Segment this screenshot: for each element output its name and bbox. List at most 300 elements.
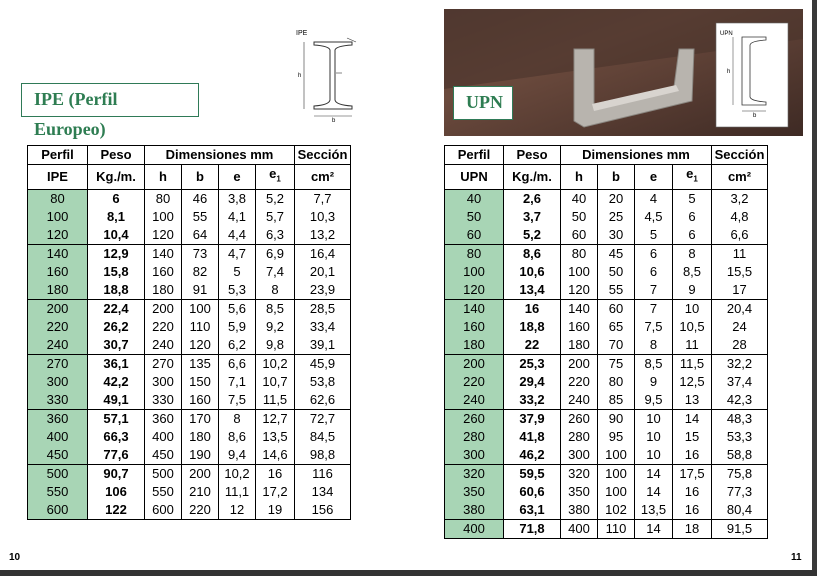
table-row — [445, 244, 768, 263]
page-edge — [812, 0, 817, 576]
cell-e: 10 — [635, 428, 673, 446]
table-row — [445, 299, 768, 318]
cell-e1: 13,5 — [256, 428, 295, 446]
cell-seccion: 6,6 — [712, 226, 768, 245]
cell-e1: 9,2 — [256, 318, 295, 336]
cell-h: 80 — [561, 244, 598, 263]
cell-peso: 15,8 — [88, 263, 145, 281]
table-row — [28, 336, 351, 355]
header-perfil: Perfil — [445, 146, 504, 165]
cell-seccion: 80,4 — [712, 501, 768, 520]
table-row — [28, 318, 351, 336]
cell-b: 55 — [182, 208, 219, 226]
table-row — [28, 428, 351, 446]
cell-perfil: 100 — [445, 263, 504, 281]
cell-seccion: 20,1 — [295, 263, 351, 281]
cell-seccion: 98,8 — [295, 446, 351, 465]
cell-perfil: 200 — [28, 299, 88, 318]
cell-e1: 17,2 — [256, 483, 295, 501]
table-row — [28, 354, 351, 373]
cell-h: 180 — [561, 336, 598, 355]
cell-h: 380 — [561, 501, 598, 520]
cell-b: 95 — [598, 428, 635, 446]
cell-perfil: 140 — [28, 244, 88, 263]
cell-e: 5,9 — [219, 318, 256, 336]
cell-peso: 22 — [504, 336, 561, 355]
cell-h: 100 — [561, 263, 598, 281]
cell-b: 110 — [598, 519, 635, 538]
cell-b: 170 — [182, 409, 219, 428]
cell-peso: 106 — [88, 483, 145, 501]
upn-diagram-label: UPN — [720, 31, 733, 37]
table-row — [445, 501, 768, 520]
table-row — [445, 226, 768, 245]
cell-e1: 16 — [673, 483, 712, 501]
cell-e1: 8 — [256, 281, 295, 300]
table-row — [445, 483, 768, 501]
cell-b: 91 — [182, 281, 219, 300]
cell-e1: 12,5 — [673, 373, 712, 391]
cell-e: 5 — [635, 226, 673, 245]
table-row — [445, 464, 768, 483]
cell-b: 160 — [182, 391, 219, 410]
cell-perfil: 140 — [445, 299, 504, 318]
cell-peso: 10,4 — [88, 226, 145, 245]
cell-peso: 60,6 — [504, 483, 561, 501]
cell-e1: 6,3 — [256, 226, 295, 245]
table-row — [445, 446, 768, 465]
cell-seccion: 134 — [295, 483, 351, 501]
cell-perfil: 330 — [28, 391, 88, 410]
cell-seccion: 37,4 — [712, 373, 768, 391]
cell-peso: 36,1 — [88, 354, 145, 373]
cell-perfil: 300 — [445, 446, 504, 465]
header-b: b — [598, 165, 635, 190]
cell-e: 6,2 — [219, 336, 256, 355]
cell-e: 6 — [635, 263, 673, 281]
header-peso-sub: Kg./m. — [504, 165, 561, 190]
cell-peso: 26,2 — [88, 318, 145, 336]
cell-e1: 16 — [256, 464, 295, 483]
cell-peso: 8,6 — [504, 244, 561, 263]
cell-e1: 16 — [673, 501, 712, 520]
cell-e: 5,3 — [219, 281, 256, 300]
cell-e: 10,2 — [219, 464, 256, 483]
header-perfil: Perfil — [28, 146, 88, 165]
cell-perfil: 180 — [445, 336, 504, 355]
table-row — [28, 281, 351, 300]
cell-h: 80 — [145, 189, 182, 208]
upn-title: UPN — [453, 86, 513, 120]
cell-seccion: 16,4 — [295, 244, 351, 263]
cell-e1: 6,9 — [256, 244, 295, 263]
cell-e: 7 — [635, 299, 673, 318]
cell-perfil: 240 — [445, 391, 504, 410]
header-seccion: Sección — [712, 146, 768, 165]
cell-b: 110 — [182, 318, 219, 336]
cell-e1: 16 — [673, 446, 712, 465]
cell-e1: 19 — [256, 501, 295, 520]
cell-peso: 46,2 — [504, 446, 561, 465]
cell-e: 7 — [635, 281, 673, 300]
cell-h: 450 — [145, 446, 182, 465]
cell-seccion: 48,3 — [712, 409, 768, 428]
cell-peso: 5,2 — [504, 226, 561, 245]
cell-b: 55 — [598, 281, 635, 300]
cell-h: 330 — [145, 391, 182, 410]
cell-peso: 3,7 — [504, 208, 561, 226]
header-peso-sub: Kg./m. — [88, 165, 145, 190]
cell-seccion: 72,7 — [295, 409, 351, 428]
table-row — [445, 373, 768, 391]
cell-seccion: 53,3 — [712, 428, 768, 446]
cell-seccion: 77,3 — [712, 483, 768, 501]
cell-h: 200 — [561, 354, 598, 373]
cell-e1: 10,5 — [673, 318, 712, 336]
page-number-left: 10 — [9, 552, 21, 563]
cell-h: 180 — [145, 281, 182, 300]
cell-e: 9 — [635, 373, 673, 391]
cell-b: 30 — [598, 226, 635, 245]
cell-e1: 11,5 — [673, 354, 712, 373]
cell-h: 320 — [561, 464, 598, 483]
table-row — [445, 354, 768, 373]
cell-e1: 11,5 — [256, 391, 295, 410]
cell-b: 210 — [182, 483, 219, 501]
cell-b: 135 — [182, 354, 219, 373]
cell-h: 400 — [145, 428, 182, 446]
cell-h: 260 — [561, 409, 598, 428]
cell-e1: 11 — [673, 336, 712, 355]
cell-e: 4 — [635, 189, 673, 208]
cell-perfil: 260 — [445, 409, 504, 428]
cell-perfil: 300 — [28, 373, 88, 391]
ipe-title: IPE (Perfil Europeo) — [21, 83, 199, 117]
cell-e1: 12,7 — [256, 409, 295, 428]
cell-e1: 10 — [673, 299, 712, 318]
cell-h: 240 — [145, 336, 182, 355]
cell-b: 200 — [182, 464, 219, 483]
table-row — [445, 208, 768, 226]
cell-peso: 18,8 — [504, 318, 561, 336]
table-row — [28, 409, 351, 428]
cell-b: 102 — [598, 501, 635, 520]
cell-perfil: 120 — [445, 281, 504, 300]
cell-perfil: 120 — [28, 226, 88, 245]
cell-e: 4,1 — [219, 208, 256, 226]
cell-seccion: 91,5 — [712, 519, 768, 538]
cell-b: 65 — [598, 318, 635, 336]
cell-seccion: 11 — [712, 244, 768, 263]
cell-h: 360 — [145, 409, 182, 428]
cell-e: 9,4 — [219, 446, 256, 465]
cell-e1: 17,5 — [673, 464, 712, 483]
page-number-right: 11 — [791, 552, 802, 563]
cell-peso: 16 — [504, 299, 561, 318]
cell-b: 220 — [182, 501, 219, 520]
cell-e1: 8 — [673, 244, 712, 263]
cell-e: 10 — [635, 409, 673, 428]
cell-perfil: 220 — [28, 318, 88, 336]
table-row — [445, 189, 768, 208]
cell-e: 8 — [635, 336, 673, 355]
cell-e: 8 — [219, 409, 256, 428]
cell-e1: 14 — [673, 409, 712, 428]
cell-h: 350 — [561, 483, 598, 501]
cell-e1: 5,2 — [256, 189, 295, 208]
cell-h: 60 — [561, 226, 598, 245]
table-row — [28, 501, 351, 520]
cell-e1: 9 — [673, 281, 712, 300]
header-cm: cm² — [712, 165, 768, 190]
cell-h: 140 — [561, 299, 598, 318]
cell-e: 4,7 — [219, 244, 256, 263]
cell-e: 8,5 — [635, 354, 673, 373]
upn-table — [444, 145, 768, 539]
header-perfil-sub: IPE — [28, 165, 88, 190]
cell-perfil: 40 — [445, 189, 504, 208]
cell-seccion: 33,4 — [295, 318, 351, 336]
cell-e: 11,1 — [219, 483, 256, 501]
cell-seccion: 23,9 — [295, 281, 351, 300]
cell-e: 5 — [219, 263, 256, 281]
table-row — [28, 299, 351, 318]
cell-perfil: 180 — [28, 281, 88, 300]
table-row — [28, 263, 351, 281]
cell-h: 160 — [561, 318, 598, 336]
cell-perfil: 400 — [445, 519, 504, 538]
cell-e: 14 — [635, 464, 673, 483]
cell-peso: 2,6 — [504, 189, 561, 208]
cell-h: 120 — [145, 226, 182, 245]
cell-perfil: 240 — [28, 336, 88, 355]
cell-peso: 59,5 — [504, 464, 561, 483]
cell-seccion: 20,4 — [712, 299, 768, 318]
cell-h: 400 — [561, 519, 598, 538]
cell-e1: 13 — [673, 391, 712, 410]
cell-perfil: 220 — [445, 373, 504, 391]
cell-perfil: 550 — [28, 483, 88, 501]
cell-b: 180 — [182, 428, 219, 446]
cell-seccion: 84,5 — [295, 428, 351, 446]
header-peso: Peso — [504, 146, 561, 165]
cell-seccion: 3,2 — [712, 189, 768, 208]
cell-h: 120 — [561, 281, 598, 300]
cell-peso: 71,8 — [504, 519, 561, 538]
table-row — [445, 263, 768, 281]
cell-peso: 90,7 — [88, 464, 145, 483]
header-cm: cm² — [295, 165, 351, 190]
cell-e: 14 — [635, 519, 673, 538]
cell-peso: 30,7 — [88, 336, 145, 355]
cell-e: 6,6 — [219, 354, 256, 373]
cell-perfil: 360 — [28, 409, 88, 428]
cell-b: 80 — [598, 373, 635, 391]
cell-e1: 8,5 — [256, 299, 295, 318]
cell-e: 3,8 — [219, 189, 256, 208]
cell-perfil: 270 — [28, 354, 88, 373]
cell-peso: 57,1 — [88, 409, 145, 428]
cell-b: 60 — [598, 299, 635, 318]
cell-h: 550 — [145, 483, 182, 501]
cell-h: 300 — [145, 373, 182, 391]
cell-peso: 13,4 — [504, 281, 561, 300]
cell-perfil: 100 — [28, 208, 88, 226]
table-row — [445, 428, 768, 446]
cell-seccion: 45,9 — [295, 354, 351, 373]
cell-e: 13,5 — [635, 501, 673, 520]
cell-h: 160 — [145, 263, 182, 281]
cell-perfil: 200 — [445, 354, 504, 373]
table-row — [28, 189, 351, 208]
cell-seccion: 7,7 — [295, 189, 351, 208]
cell-seccion: 39,1 — [295, 336, 351, 355]
table-row — [445, 336, 768, 355]
svg-text:h: h — [298, 73, 302, 79]
cell-seccion: 58,8 — [712, 446, 768, 465]
header-perfil-sub: UPN — [445, 165, 504, 190]
svg-text:b: b — [753, 113, 757, 119]
cell-b: 45 — [598, 244, 635, 263]
cell-seccion: 62,6 — [295, 391, 351, 410]
cell-b: 100 — [598, 483, 635, 501]
cell-perfil: 500 — [28, 464, 88, 483]
cell-b: 64 — [182, 226, 219, 245]
cell-seccion: 32,2 — [712, 354, 768, 373]
svg-text:h: h — [727, 69, 731, 75]
cell-peso: 37,9 — [504, 409, 561, 428]
header-dimensiones: Dimensiones mm — [561, 146, 712, 165]
table-row — [28, 208, 351, 226]
cell-seccion: 4,8 — [712, 208, 768, 226]
cell-e1: 15 — [673, 428, 712, 446]
table-row — [445, 519, 768, 538]
cell-perfil: 450 — [28, 446, 88, 465]
cell-perfil: 160 — [28, 263, 88, 281]
table-row — [28, 446, 351, 465]
ipe-diagram-label: IPE — [296, 30, 308, 37]
cell-b: 73 — [182, 244, 219, 263]
cell-h: 280 — [561, 428, 598, 446]
header-e1: $e_1$ — [673, 165, 712, 190]
cell-b: 82 — [182, 263, 219, 281]
cell-perfil: 280 — [445, 428, 504, 446]
cell-peso: 22,4 — [88, 299, 145, 318]
header-peso: Peso — [88, 146, 145, 165]
table-row — [28, 483, 351, 501]
cell-h: 220 — [561, 373, 598, 391]
cell-perfil: 60 — [445, 226, 504, 245]
cell-e: 5,6 — [219, 299, 256, 318]
cell-h: 300 — [561, 446, 598, 465]
cell-peso: 10,6 — [504, 263, 561, 281]
cell-e1: 9,8 — [256, 336, 295, 355]
cell-h: 220 — [145, 318, 182, 336]
cell-h: 50 — [561, 208, 598, 226]
cell-peso: 12,9 — [88, 244, 145, 263]
cell-b: 100 — [182, 299, 219, 318]
cell-peso: 49,1 — [88, 391, 145, 410]
cell-seccion: 15,5 — [712, 263, 768, 281]
cell-perfil: 320 — [445, 464, 504, 483]
cell-b: 85 — [598, 391, 635, 410]
cell-peso: 122 — [88, 501, 145, 520]
cell-seccion: 24 — [712, 318, 768, 336]
cell-peso: 33,2 — [504, 391, 561, 410]
cell-b: 120 — [182, 336, 219, 355]
header-b: b — [182, 165, 219, 190]
cell-b: 150 — [182, 373, 219, 391]
ipe-table — [27, 145, 351, 520]
cell-e: 12 — [219, 501, 256, 520]
cell-e: 9,5 — [635, 391, 673, 410]
cell-b: 100 — [598, 464, 635, 483]
cell-e1: 18 — [673, 519, 712, 538]
cell-h: 270 — [145, 354, 182, 373]
cell-h: 200 — [145, 299, 182, 318]
page-bottom-bar — [0, 570, 817, 576]
cell-e1: 5 — [673, 189, 712, 208]
cell-e: 6 — [635, 244, 673, 263]
table-row — [28, 226, 351, 245]
cell-e: 7,5 — [219, 391, 256, 410]
header-e: e — [219, 165, 256, 190]
cell-b: 75 — [598, 354, 635, 373]
cell-b: 70 — [598, 336, 635, 355]
table-row — [445, 409, 768, 428]
cell-b: 20 — [598, 189, 635, 208]
cell-b: 46 — [182, 189, 219, 208]
table-row — [445, 281, 768, 300]
cell-peso: 29,4 — [504, 373, 561, 391]
cell-perfil: 80 — [28, 189, 88, 208]
cell-h: 600 — [145, 501, 182, 520]
cell-e: 4,5 — [635, 208, 673, 226]
table-row — [28, 244, 351, 263]
cell-e1: 5,7 — [256, 208, 295, 226]
cell-seccion: 10,3 — [295, 208, 351, 226]
cell-seccion: 53,8 — [295, 373, 351, 391]
header-e1: $e_1$ — [256, 165, 295, 190]
cell-h: 500 — [145, 464, 182, 483]
table-row — [445, 318, 768, 336]
cell-h: 240 — [561, 391, 598, 410]
cell-peso: 42,2 — [88, 373, 145, 391]
cell-e: 4,4 — [219, 226, 256, 245]
cell-peso: 41,8 — [504, 428, 561, 446]
cell-peso: 63,1 — [504, 501, 561, 520]
cell-seccion: 17 — [712, 281, 768, 300]
cell-b: 25 — [598, 208, 635, 226]
cell-peso: 6 — [88, 189, 145, 208]
cell-perfil: 400 — [28, 428, 88, 446]
cell-seccion: 42,3 — [712, 391, 768, 410]
cell-e1: 14,6 — [256, 446, 295, 465]
header-h: h — [145, 165, 182, 190]
cell-perfil: 600 — [28, 501, 88, 520]
cell-e1: 6 — [673, 208, 712, 226]
table-row — [28, 391, 351, 410]
cell-perfil: 50 — [445, 208, 504, 226]
cell-h: 100 — [145, 208, 182, 226]
cell-e: 10 — [635, 446, 673, 465]
cell-b: 190 — [182, 446, 219, 465]
table-row — [28, 373, 351, 391]
cell-e1: 10,2 — [256, 354, 295, 373]
cell-h: 140 — [145, 244, 182, 263]
cell-e1: 6 — [673, 226, 712, 245]
ipe-section-diagram — [292, 28, 372, 123]
